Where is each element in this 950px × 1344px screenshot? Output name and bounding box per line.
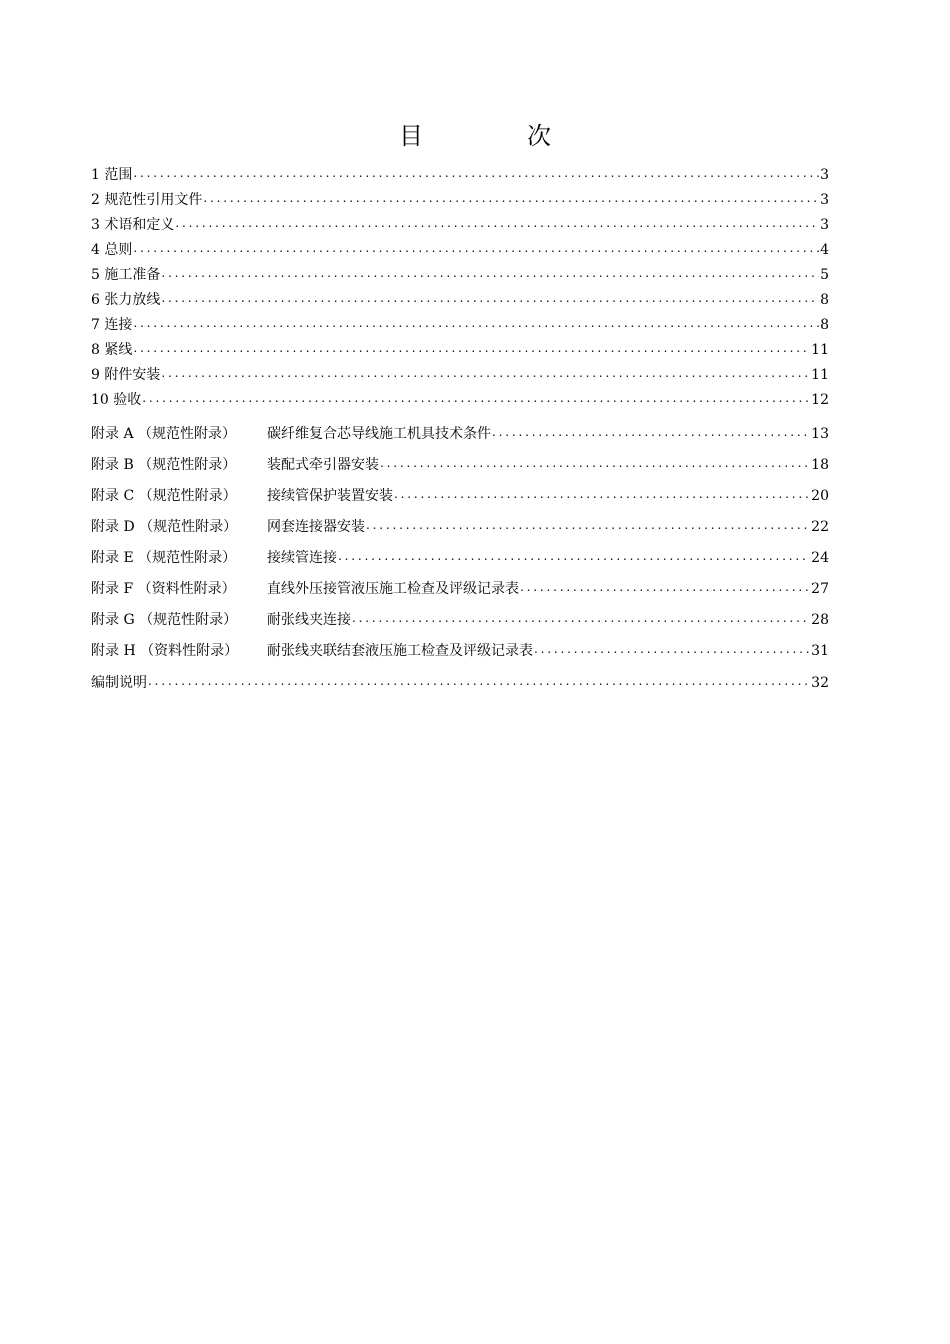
leader-dots	[175, 215, 819, 229]
toc-entry-label	[91, 636, 533, 667]
toc-entry-label: 编制说明	[91, 675, 147, 691]
toc-entry-appendix-b[interactable]	[91, 450, 829, 481]
leader-dots	[203, 190, 819, 204]
toc-entry-terms-definitions[interactable]	[91, 213, 829, 238]
toc-page-number: 11	[811, 342, 829, 358]
toc-entry-label: 8 紧线	[91, 342, 133, 358]
toc-page-number: 8	[820, 317, 829, 333]
leader-dots	[142, 390, 810, 404]
toc-entry-label	[91, 574, 519, 605]
leader-dots	[520, 579, 810, 593]
leader-dots	[133, 165, 819, 179]
appendix-tag: 附录 B （规范性附录）	[91, 457, 237, 473]
appendix-title: 碳纤维复合芯导线施工机具技术条件	[267, 426, 491, 442]
toc-entry-label	[91, 481, 393, 512]
toc-entry-label: 4 总则	[91, 242, 133, 258]
toc-entry-normative-references[interactable]	[91, 188, 829, 213]
appendix-tag: 附录 E （规范性附录）	[91, 550, 237, 566]
toc-page-number: 18	[811, 457, 829, 473]
toc-list	[91, 163, 829, 699]
toc-entry-sagging[interactable]	[91, 338, 829, 363]
toc-entry-label: 10 验收	[91, 392, 142, 408]
toc-entry-appendix-e[interactable]	[91, 543, 829, 574]
toc-page-number: 31	[811, 643, 829, 659]
leader-dots	[148, 673, 810, 687]
toc-page-number: 5	[820, 267, 829, 283]
toc-entry-label: 3 术语和定义	[91, 217, 175, 233]
leader-dots	[394, 486, 810, 500]
leader-dots	[534, 641, 810, 655]
appendix-tag: 附录 G （规范性附录）	[91, 612, 238, 628]
toc-entry-construction-preparation[interactable]	[91, 263, 829, 288]
toc-entry-label: 7 连接	[91, 317, 133, 333]
leader-dots	[366, 517, 810, 531]
toc-entry-general[interactable]	[91, 238, 829, 263]
toc-page-number: 13	[811, 426, 829, 442]
toc-entry-label: 5 施工准备	[91, 267, 161, 283]
leader-dots	[161, 365, 810, 379]
leader-dots	[338, 548, 810, 562]
appendix-title: 耐张线夹联结套液压施工检查及评级记录表	[267, 643, 533, 659]
toc-entry-connection[interactable]	[91, 313, 829, 338]
toc-page-number: 24	[811, 550, 829, 566]
toc-page-number: 11	[811, 367, 829, 383]
toc-entry-label	[91, 512, 365, 543]
toc-page-number: 32	[811, 675, 829, 691]
toc-page-number: 28	[811, 612, 829, 628]
leader-dots	[133, 340, 810, 354]
toc-title: 目 次	[399, 122, 591, 150]
toc-page-number: 27	[811, 581, 829, 597]
toc-page-number: 4	[820, 242, 829, 258]
toc-entry-label: 1 范围	[91, 167, 133, 183]
appendix-title: 接续管保护装置安装	[267, 488, 393, 504]
appendix-tag: 附录 F （资料性附录）	[91, 581, 236, 597]
appendix-tag: 附录 C （规范性附录）	[91, 488, 237, 504]
leader-dots	[133, 315, 819, 329]
leader-dots	[133, 240, 819, 254]
toc-page-number: 12	[811, 392, 829, 408]
toc-page-number: 3	[820, 217, 829, 233]
toc-entry-appendix-a[interactable]	[91, 419, 829, 450]
leader-dots	[352, 610, 810, 624]
toc-entry-label: 6 张力放线	[91, 292, 161, 308]
appendix-title: 网套连接器安装	[267, 519, 365, 535]
toc-entry-compilation-notes[interactable]	[91, 668, 829, 699]
toc-entry-appendix-d[interactable]	[91, 512, 829, 543]
appendix-tag: 附录 H （资料性附录）	[91, 643, 239, 659]
toc-entry-fittings-installation[interactable]	[91, 363, 829, 388]
toc-entry-appendix-c[interactable]	[91, 481, 829, 512]
appendix-title: 装配式牵引器安装	[267, 457, 379, 473]
toc-entry-acceptance[interactable]	[91, 388, 829, 413]
toc-entry-label: 9 附件安装	[91, 367, 161, 383]
toc-page-number: 22	[811, 519, 829, 535]
leader-dots	[161, 265, 819, 279]
appendix-tag: 附录 A （规范性附录）	[91, 426, 237, 442]
toc-entry-appendix-g[interactable]	[91, 605, 829, 636]
appendix-tag: 附录 D （规范性附录）	[91, 519, 238, 535]
toc-entry-label	[91, 450, 379, 481]
appendix-title: 接续管连接	[267, 550, 337, 566]
toc-page-number: 8	[820, 292, 829, 308]
toc-page-number: 20	[811, 488, 829, 504]
toc-entry-scope[interactable]	[91, 163, 829, 188]
leader-dots	[492, 424, 810, 438]
appendix-title: 耐张线夹连接	[267, 612, 351, 628]
toc-entry-label: 2 规范性引用文件	[91, 192, 203, 208]
leader-dots	[161, 290, 819, 304]
toc-entry-label	[91, 543, 337, 574]
appendix-title: 直线外压接管液压施工检查及评级记录表	[267, 581, 519, 597]
toc-entry-appendix-h[interactable]	[91, 636, 829, 667]
toc-entry-appendix-f[interactable]	[91, 574, 829, 605]
toc-entry-label	[91, 419, 491, 450]
leader-dots	[380, 455, 810, 469]
toc-entry-tension-stringing[interactable]	[91, 288, 829, 313]
toc-entry-label	[91, 605, 351, 636]
toc-page-number: 3	[820, 167, 829, 183]
toc-page-number: 3	[820, 192, 829, 208]
